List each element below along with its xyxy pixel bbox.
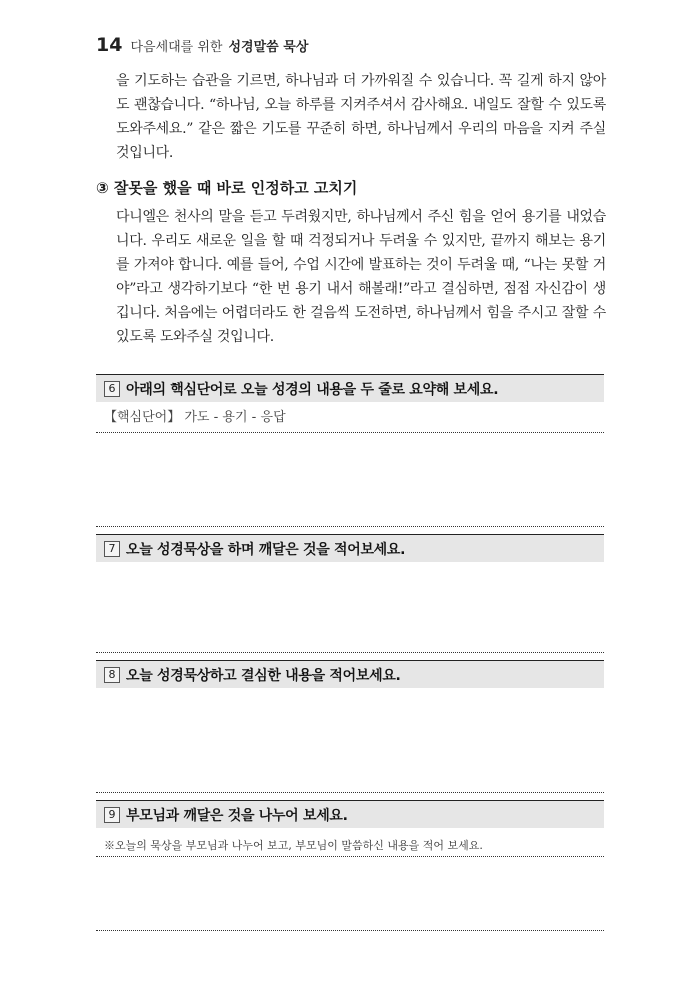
section-heading-3: ③ 잘못을 했을 때 바로 인정하고 고치기 [96, 179, 358, 197]
question-6-text: 아래의 핵심단어로 오늘 성경의 내용을 두 줄로 요약해 보세요. [126, 381, 499, 398]
question-6-bar [96, 374, 604, 402]
question-7-bar [96, 534, 604, 562]
question-8-bar [96, 660, 604, 688]
page-number: 14 [96, 34, 123, 56]
question-9-bar [96, 800, 604, 828]
question-9-number: 9 [104, 807, 120, 823]
question-9-note: ※오늘의 묵상을 부모님과 나누어 보고, 부모님이 말씀하신 내용을 적어 보세요. [104, 839, 483, 852]
question-8-text: 오늘 성경묵상하고 결심한 내용을 적어보세요. [126, 667, 401, 684]
body-paragraph-2: 다니엘은 천사의 말을 듣고 두려웠지만, 하나님께서 주신 힘을 얻어 용기를 내었습니다. 우리도 새로운 일을 할 때 걱정되거나 두려울 수 있지만, 끝까지 해보는 용기를 가져야 합니다. 예를 들어, 수업 시간에 발표하는 것이 두려울 때, “나는 못할 거야”라고 생각하기보다 “한 번 용기 내서 해볼래!”라고 결심하면, 점점 자신감이 생깁니다. 처음에는 어렵더라도 한 걸음씩 도전하면, 하나님께서 힘을 주시고 잘할 수 있도록 도와주실 것입니다. [116, 209, 606, 345]
answer-line [96, 856, 604, 857]
header-prefix: 다음세대를 위한 [130, 40, 223, 55]
body-paragraph-1: 을 기도하는 습관을 기르면, 하나님과 더 가까워질 수 있습니다. 꼭 길게 하지 않아도 괜찮습니다. “하나님, 오늘 하루를 지켜주셔서 감사해요. 내일도 잘할 수 있도록 도와주세요.” 같은 짧은 기도를 꾸준히 하면, 하나님께서 우리의 마음을 지켜 주실 것입니다. [116, 73, 606, 161]
answer-line [96, 792, 604, 793]
question-7-text: 오늘 성경묵상을 하며 깨달은 것을 적어보세요. [126, 541, 406, 558]
question-8-number: 8 [104, 667, 120, 683]
answer-line [96, 432, 604, 433]
question-7-number: 7 [104, 541, 120, 557]
answer-line [96, 652, 604, 653]
answer-line [96, 930, 604, 931]
question-9-text: 부모님과 깨달은 것을 나누어 보세요. [126, 807, 348, 824]
header-title: 성경말씀 묵상 [228, 40, 309, 55]
page-header [96, 34, 308, 58]
answer-line [96, 526, 604, 527]
keywords-line: 【핵심단어】 가도 - 용기 - 응답 [104, 410, 286, 425]
question-6-number: 6 [104, 381, 120, 397]
